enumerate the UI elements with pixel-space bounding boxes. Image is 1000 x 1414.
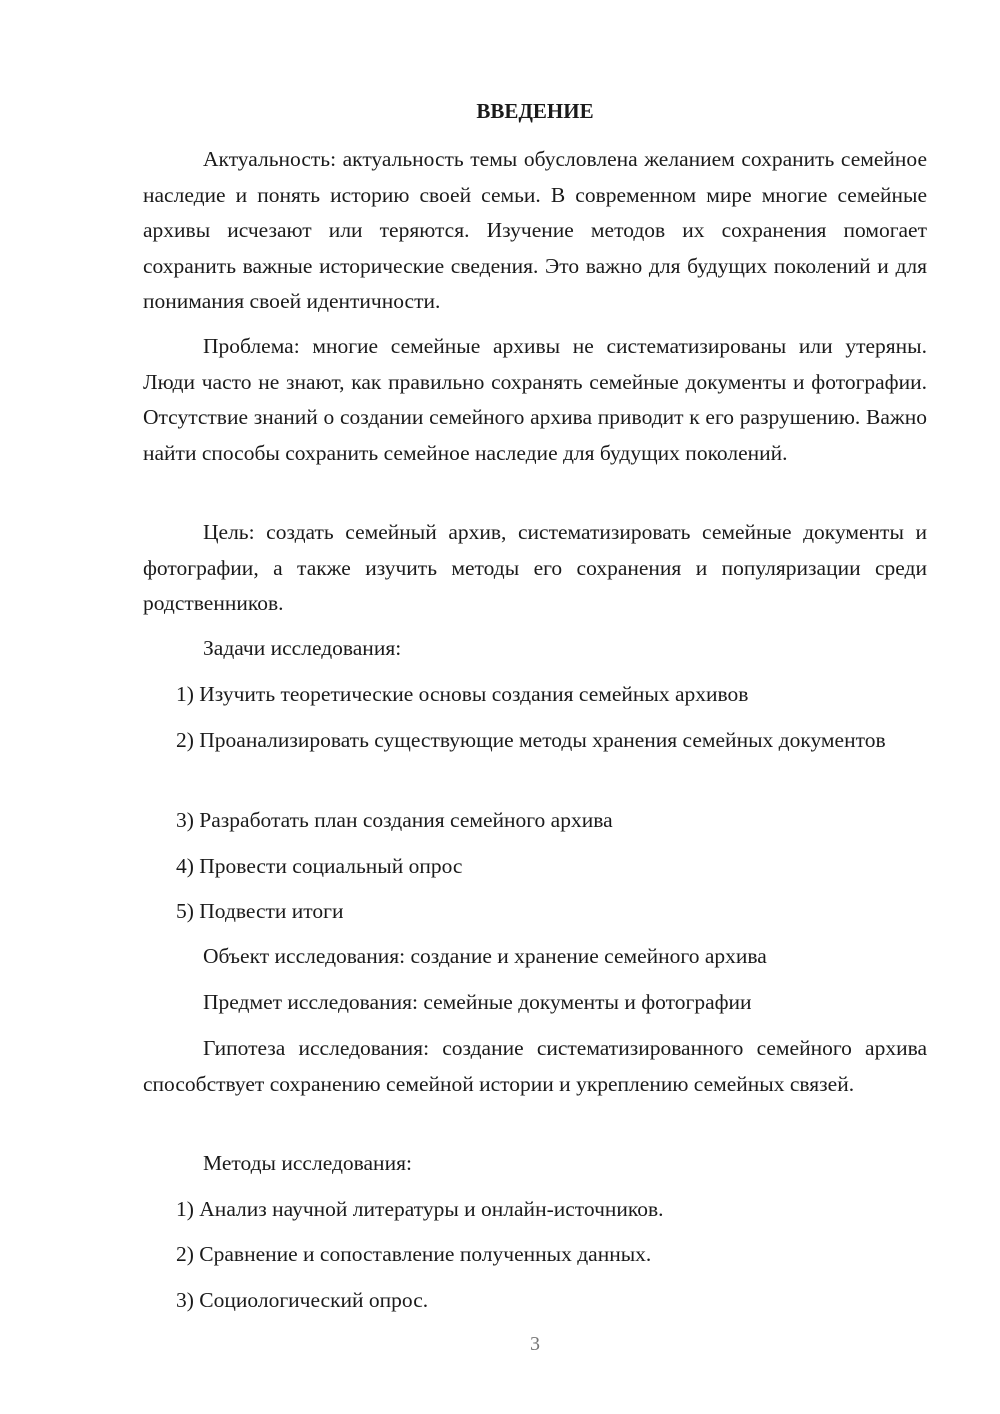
methods-heading: Методы исследования: [203,1151,412,1175]
task-item: 2) Проанализировать существующие методы хранения семейных документов [176,728,886,752]
task-item: 3) Разработать план создания семейного архива [176,808,613,832]
method-item: 1) Анализ научной литературы и онлайн-источников. [176,1197,664,1221]
relevance-paragraph: Актуальность: актуальность темы обусловлена желанием сохранить семейное наследие и понять историю своей семьи. В современном мире многие семейные архивы исчезают или теряются. Изучение методов их сохранения помогает сохранить важные исторические сведения. Это важно для будущих поколений и для понимания своей идентичности. [143,147,927,314]
page-title: ВВЕДЕНИЕ [476,99,594,123]
task-item: 5) Подвести итоги [176,899,344,923]
method-item: 2) Сравнение и сопоставление полученных данных. [176,1242,652,1266]
task-item: 1) Изучить теоретические основы создания семейных архивов [176,682,749,706]
method-item: 3) Социологический опрос. [176,1288,429,1312]
page-number: 3 [530,1333,540,1355]
subject-paragraph: Предмет исследования: семейные документы и фотографии [203,990,752,1014]
goal-paragraph: Цель: создать семейный архив, систематизировать семейные документы и фотографии, а также изучить методы его сохранения и популяризации среди родственников. [143,520,927,616]
object-paragraph: Объект исследования: создание и хранение семейного архива [203,944,767,968]
tasks-heading: Задачи исследования: [203,636,402,660]
problem-paragraph: Проблема: многие семейные архивы не систематизированы или утеряны. Люди часто не знают, как правильно сохранять семейные документы и фотографии. Отсутствие знаний о создании семейного архива приводит к его разрушению. Важно найти способы сохранить семейное наследие для будущих поколений. [143,334,927,465]
task-item: 4) Провести социальный опрос [176,854,463,878]
hypothesis-paragraph: Гипотеза исследования: создание систематизированного семейного архива способствует сохранению семейной истории и укреплению семейных связей. [143,1036,927,1096]
